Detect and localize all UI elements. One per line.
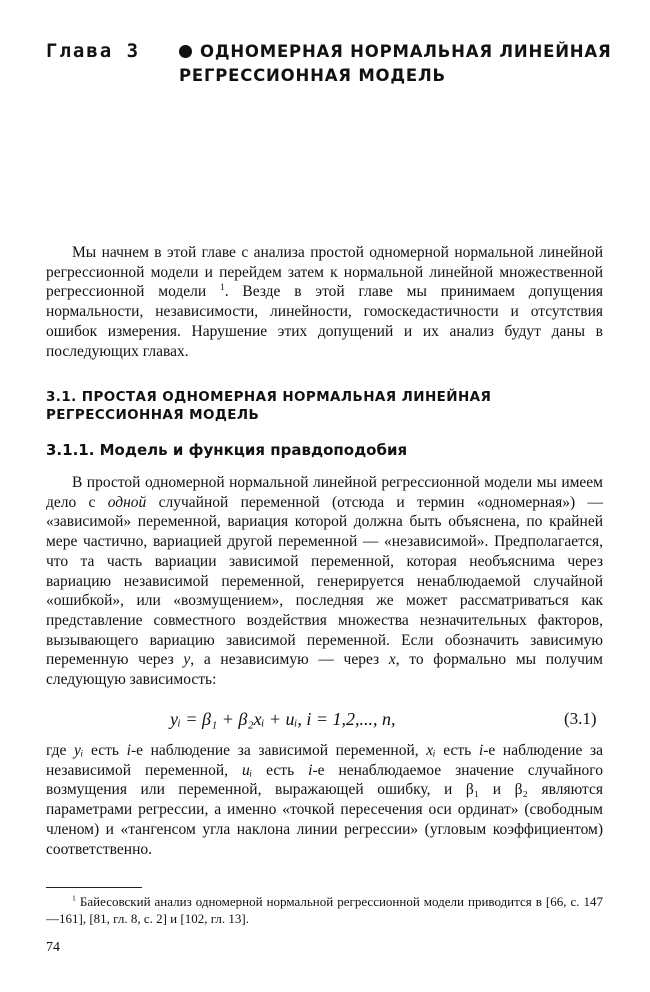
- var-yi: yᵢ: [74, 742, 84, 759]
- var-i: i: [478, 742, 484, 759]
- footnote-text: Байесовский анализ одномерной нормальной регрессионной модели приводится в [66, с. 147—161], [81, гл. 8, с. 2] и [102, гл. 13].: [46, 894, 603, 926]
- body1-text-b: случайной переменной (отсюда и термин «одномерная») — «зависимой» переменной, вариация которой должна быть объяснена, по крайней мере частично, вариацией другой переменной — «независимой». Предполагается, что та часть вариации зависимой переменной, которая необъяснима через вариацию независимой переменной, генерируется ненаблюдаемой случайной «ошибкой», или «возмущением», последняя же может рассматриваться как представление совместного воздействия множества незначительных факторов, вызывающего вариацию зависимой переменной. Если обозначить зависимую переменную через: [46, 493, 603, 669]
- equation-3-1: yᵢ = β₁ + β₂xᵢ + uᵢ, i = 1,2,..., n,: [170, 709, 396, 729]
- var-xi: xᵢ: [426, 742, 436, 759]
- intro-text-after: . Везде в этой главе мы принимаем допущения нормальности, независимости, линейности, гомоскедастичности и отсутствия ошибок измерения. Нарушение этих допущений и их анализ будут даны в последующих главах.: [46, 283, 603, 360]
- chapter-title: ОДНОМЕРНАЯ НОРМАЛЬНАЯ ЛИНЕЙНАЯ РЕГРЕССИОННАЯ МОДЕЛЬ: [179, 42, 612, 85]
- body2-text-a: где: [46, 742, 74, 759]
- subsection-heading: 3.1.1. Модель и функция правдоподобия: [46, 441, 408, 459]
- intro-text: Мы начнем в этой главе с анализа простой одномерной нормальной линейной регрессионной модели и перейдем затем к нормальной линейной множественной регрессионной модели: [46, 244, 603, 301]
- chapter-title-block: [179, 40, 619, 88]
- var-x: x: [388, 651, 396, 669]
- body1-text-d: , то формально мы получим следующую зависимость:: [46, 651, 603, 689]
- var-i: i: [308, 761, 313, 779]
- var-ui: uᵢ: [241, 761, 253, 779]
- footnote-reference: 1: [220, 283, 225, 294]
- body1-text-a: В простой одномерной нормальной линейной регрессионной модели мы имеем дело с: [46, 474, 603, 511]
- body1-emphasis: одной: [107, 493, 147, 511]
- body-paragraph-1: [46, 473, 603, 690]
- body2-text-f: есть: [252, 761, 309, 779]
- section-heading: 3.1. ПРОСТАЯ ОДНОМЕРНАЯ НОРМАЛЬНАЯ ЛИНЕЙНАЯ РЕГРЕССИОННАЯ МОДЕЛЬ: [46, 389, 492, 423]
- var-i: i: [126, 742, 131, 759]
- body2-text-b: есть: [83, 742, 127, 759]
- var-y: y: [183, 651, 191, 669]
- footnote: [46, 893, 603, 927]
- body-paragraph-2: [46, 741, 603, 859]
- footnote-divider: [46, 887, 142, 888]
- chapter-label: Глава 3: [46, 40, 141, 62]
- body2-text-e: -е наблюдение за независимой переменной,: [46, 742, 603, 779]
- intro-paragraph: [46, 243, 603, 361]
- body1-text-c: , а независимую — через: [190, 651, 389, 669]
- footnote-marker: 1: [72, 893, 76, 903]
- equation-number: (3.1): [564, 709, 597, 728]
- page-number: 74: [46, 940, 60, 955]
- bullet-icon: [179, 45, 192, 58]
- body2-text-g: -е ненаблюдаемое значение случайного возмущения или переменной, выражающей ошибку, и β₁ и β₂ являются параметрами регрессии, а именно «точкой пересечения оси ординат» (свободным членом) и «тангенсом угла наклона линии регрессии» (угловым коэффициентом) соответственно.: [46, 761, 603, 858]
- body2-text-c: -е наблюдение за зависимой переменной,: [130, 742, 427, 759]
- body2-text-d: есть: [435, 742, 479, 759]
